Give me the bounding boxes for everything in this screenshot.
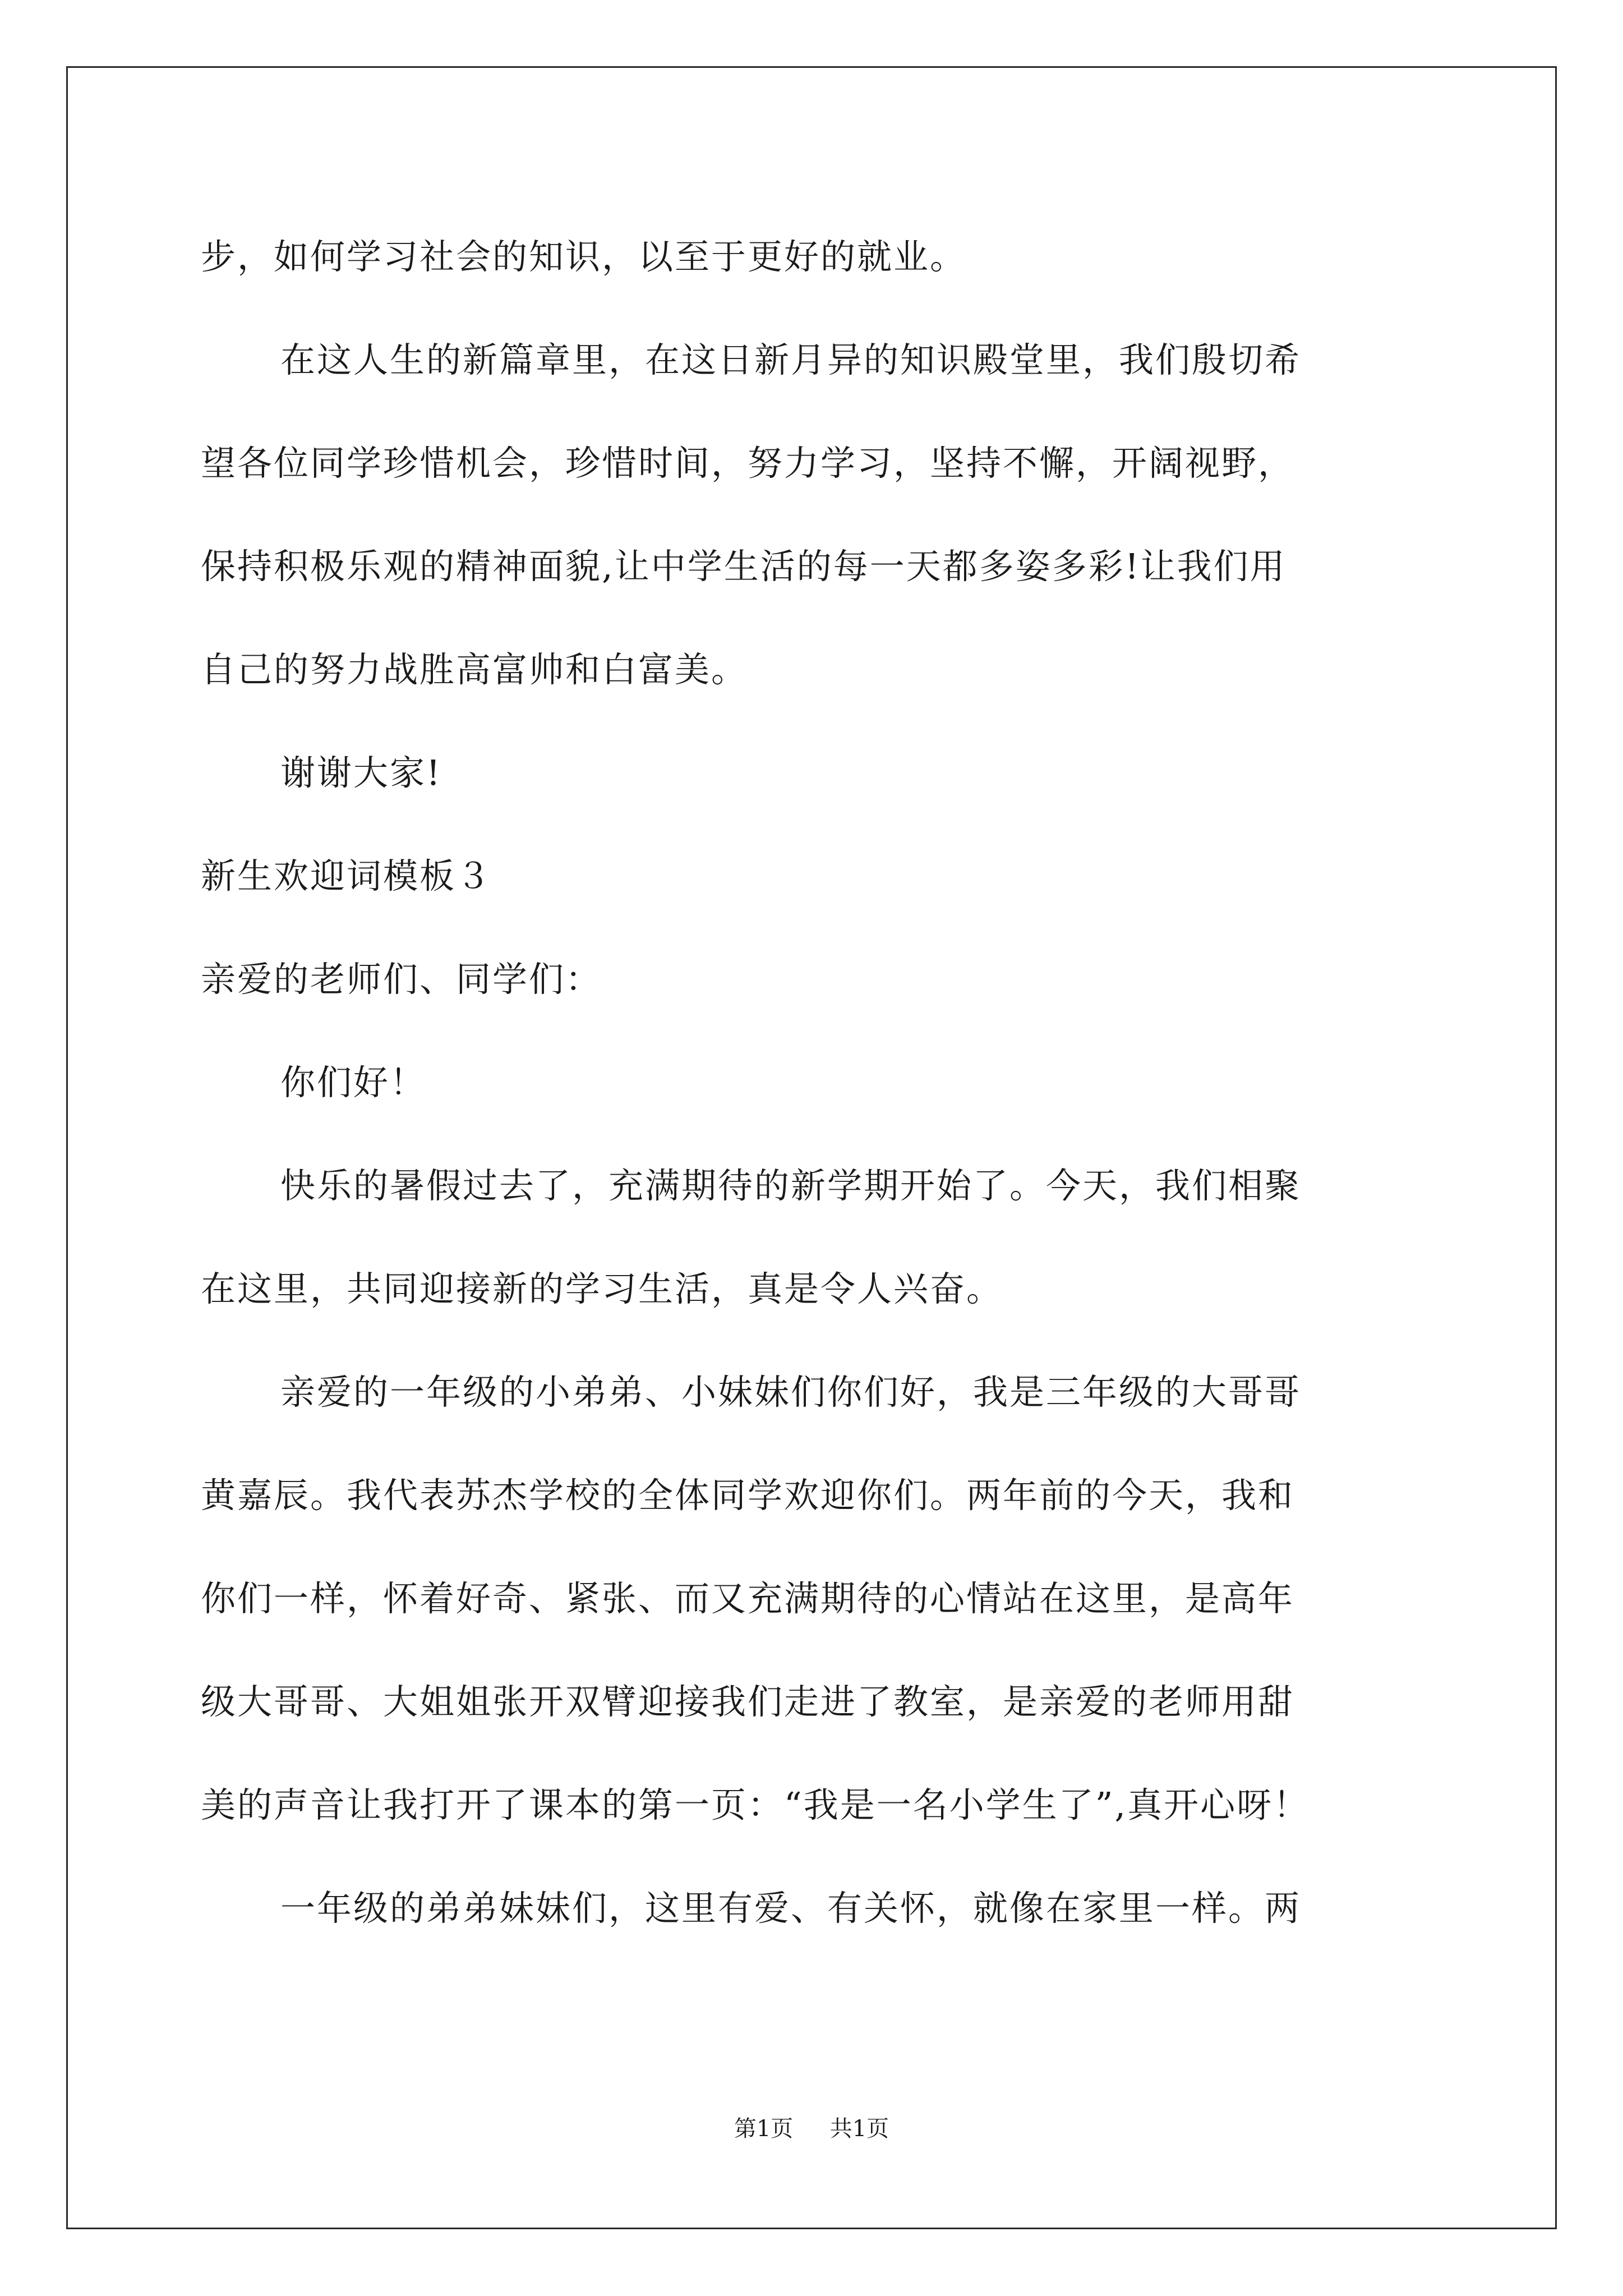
paragraph-line: 望各位同学珍惜机会，珍惜时间，努力学习，坚持不懈，开阔视野， — [201, 443, 1295, 484]
section-heading: 新生欢迎词模板３ — [201, 855, 493, 896]
paragraph-line: 一年级的弟弟妹妹们，这里有爱、有关怀，就像在家里一样。两 — [280, 1888, 1302, 1929]
page-total: 共1页 — [829, 2116, 889, 2142]
paragraph-line: 谢谢大家! — [280, 752, 442, 793]
paragraph-line: 黄嘉辰。我代表苏杰学校的全体同学欢迎你们。两年前的今天，我和 — [201, 1475, 1295, 1516]
paragraph-line: 你们一样，怀着好奇、紧张、而又充满期待的心情站在这里，是高年 — [201, 1578, 1295, 1619]
greeting: 你们好！ — [280, 1062, 427, 1103]
paragraph-line: 步，如何学习社会的知识，以至于更好的就业。 — [201, 236, 967, 277]
paragraph-line: 级大哥哥、大姐姐张开双臂迎接我们走进了教室，是亲爱的老师用甜 — [201, 1681, 1295, 1722]
page-footer — [0, 2115, 1623, 2143]
salutation: 亲爱的老师们、同学们： — [201, 959, 602, 1000]
paragraph-line: 美的声音让我打开了课本的第一页：“我是一名小学生了”,真开心呀！ — [201, 1784, 1310, 1825]
paragraph-line: 在这里，共同迎接新的学习生活，真是令人兴奋。 — [201, 1268, 1003, 1309]
page-number: 第1页 — [734, 2116, 794, 2142]
paragraph-line: 亲爱的一年级的小弟弟、小妹妹们你们好，我是三年级的大哥哥 — [280, 1372, 1302, 1412]
paragraph-line: 在这人生的新篇章里，在这日新月异的知识殿堂里，我们殷切希 — [280, 339, 1302, 380]
paragraph-line: 快乐的暑假过去了，充满期待的新学期开始了。今天，我们相聚 — [280, 1165, 1302, 1206]
paragraph-line: 保持积极乐观的精神面貌,让中学生活的每一天都多姿多彩!让我们用 — [201, 546, 1287, 587]
paragraph-line: 自己的努力战胜高富帅和白富美。 — [201, 649, 748, 690]
